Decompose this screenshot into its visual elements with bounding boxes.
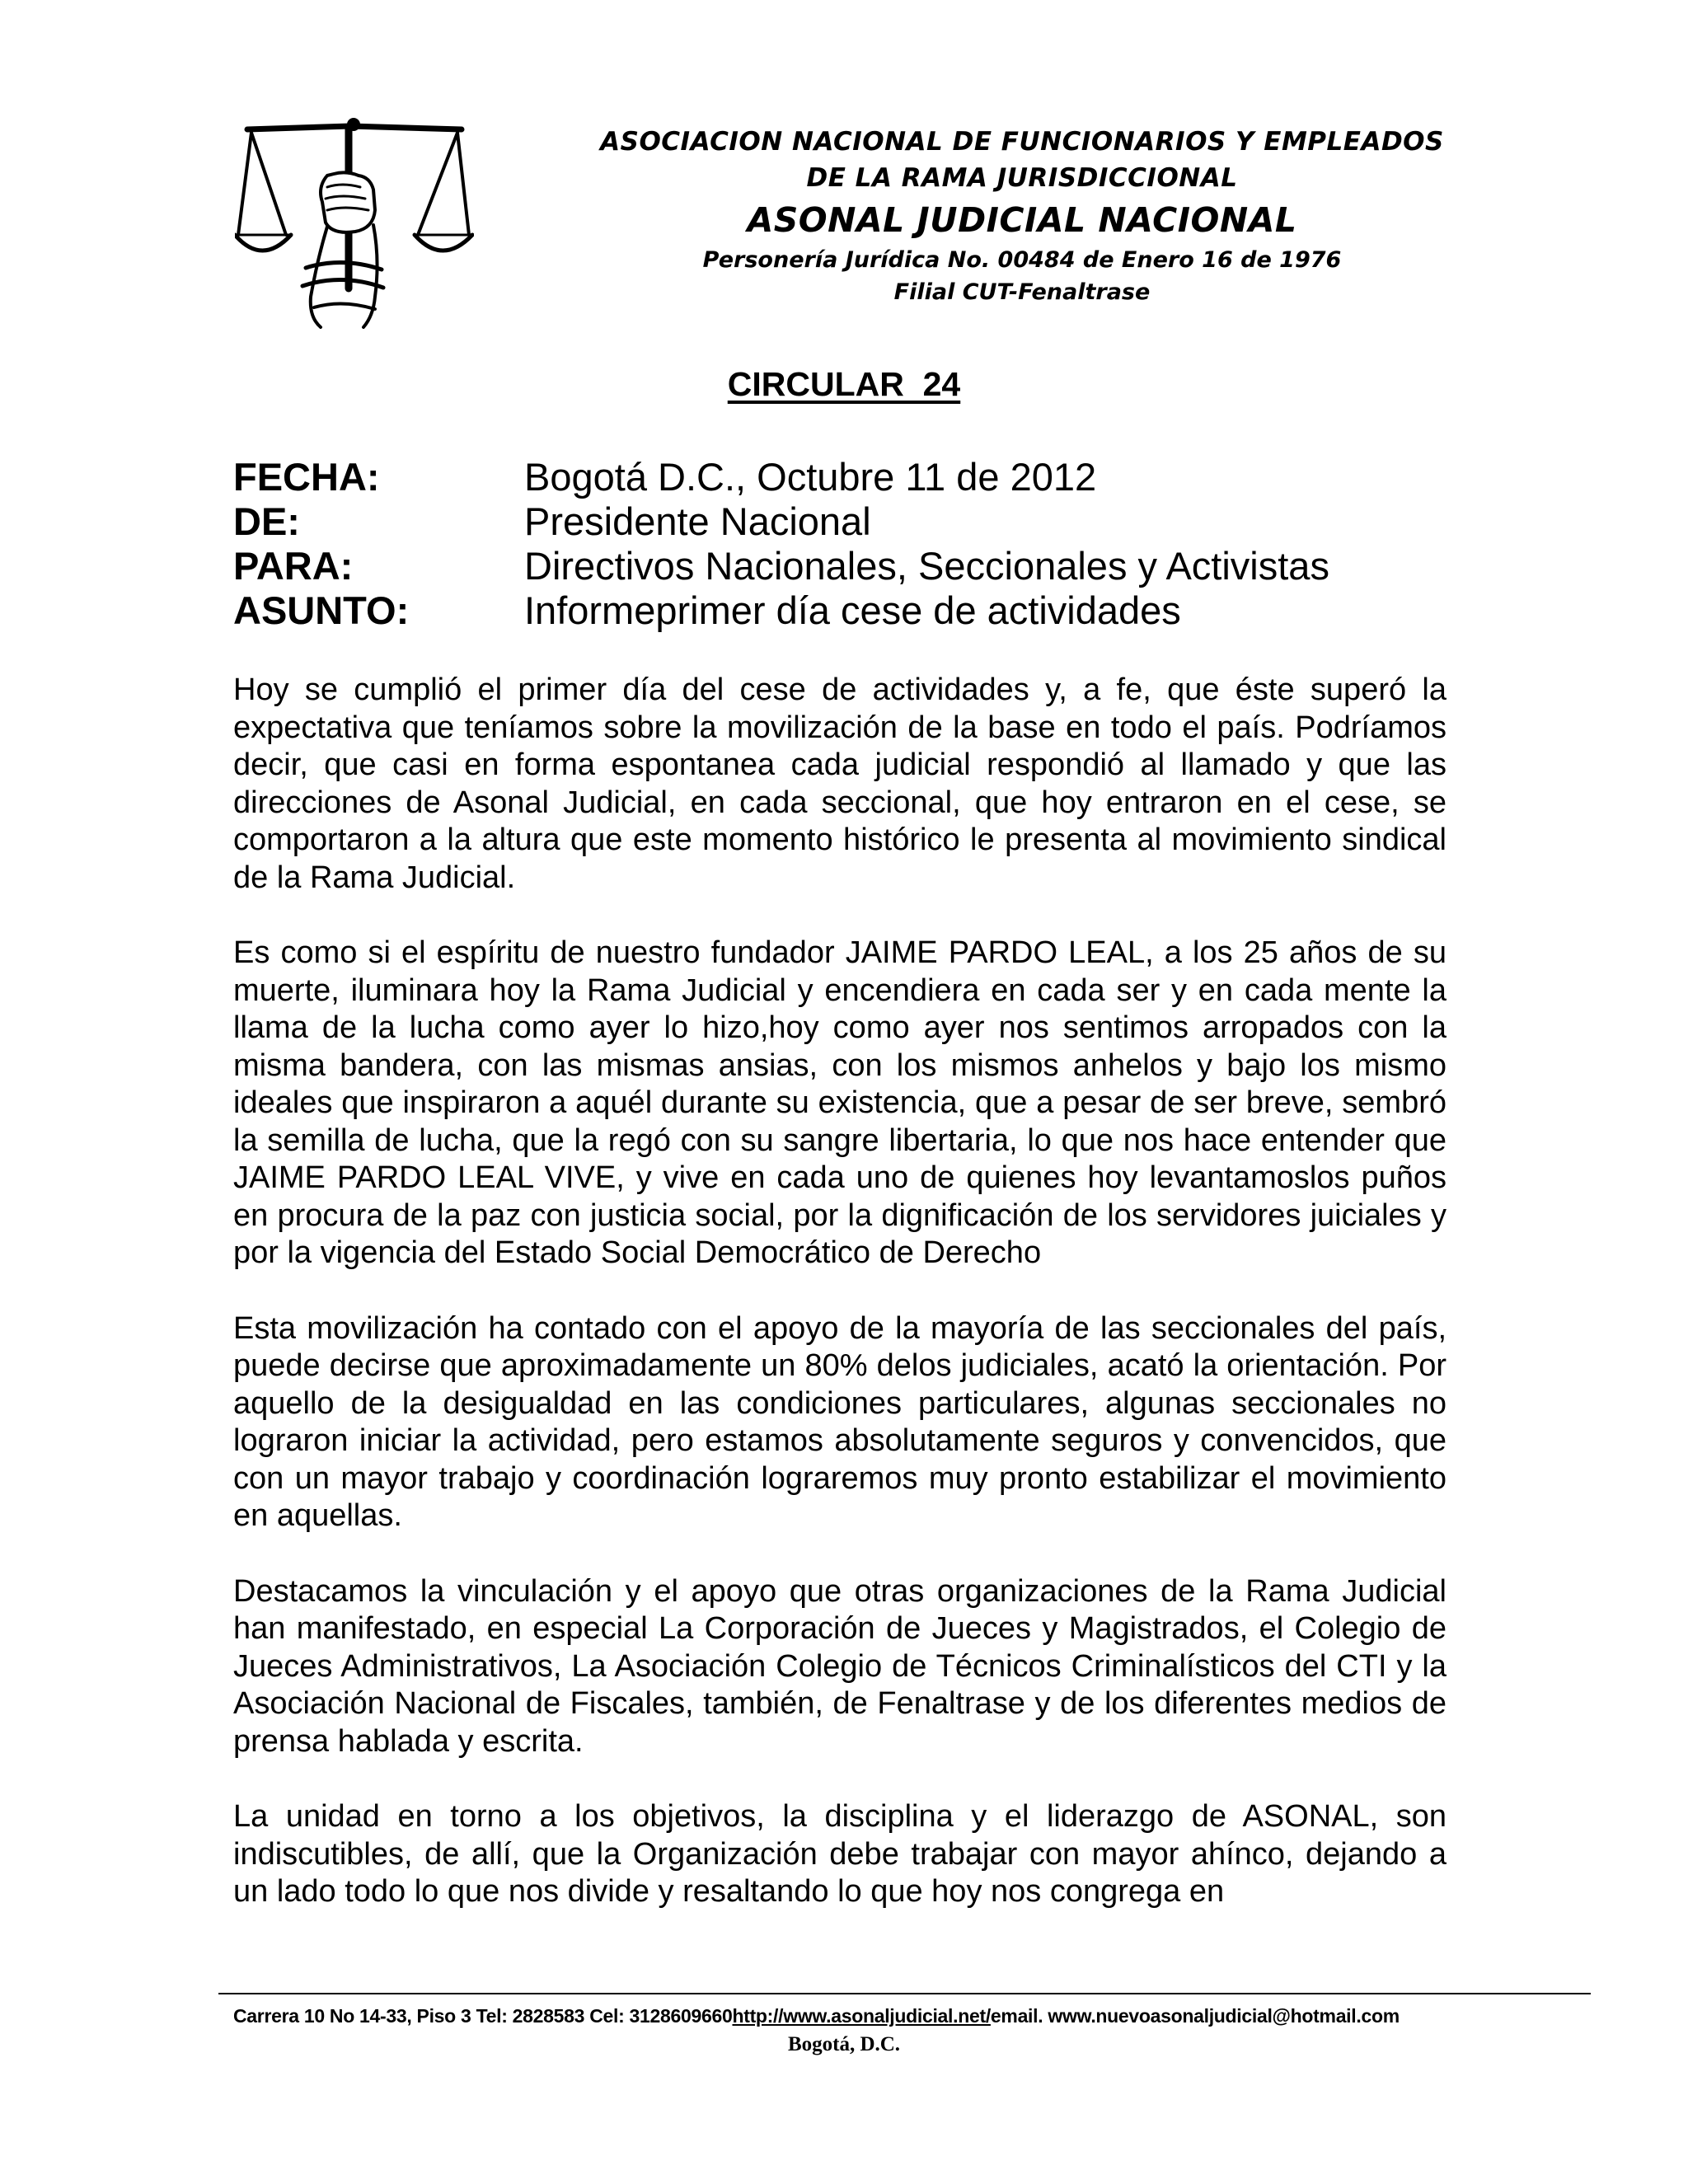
- body-paragraph: Hoy se cumplió el primer día del cese de actividades y, a fe, que éste superó la expectativa que teníamos sobre la movilización de la base en todo el país. Podríamos decir, que casi en forma espontanea cada judicial respondió al llamado y que las direcciones de Asonal Judicial, en cada seccional, que hoy entraron en el cese, se comportaron a la altura que este momento histórico le presenta al movimiento sindical de la Rama Judicial.: [233, 673, 1447, 895]
- meta-row-de: [233, 499, 1470, 544]
- meta-value: Presidente Nacional: [524, 499, 871, 543]
- footer-address: Carrera 10 No 14-33, Piso 3 Tel: 2828583 Cel: 3128609660: [233, 2005, 733, 2027]
- body-paragraph: Destacamos la vinculación y el apoyo que otras organizaciones de la Rama Judicial han manifestado, en especial La Corporación de Jueces y Magistrados, el Colegio de Jueces Administrativos, La Asociación Colegio de Técnicos Criminalísticos del CTI y la Asociación Nacional de Fiscales, también, de Fenaltrase y de los diferentes medios de prensa hablada y escrita.: [233, 1573, 1447, 1759]
- body-paragraph: Esta movilización ha contado con el apoyo de la mayoría de las seccionales del país, puede decirse que aproximadamente un 80% delos judiciales, acató la orientación. Por aquello de la desigualdad en las condiciones particulares, algunas seccionales no lograron iniciar la actividad, pero estamos absolutamente seguros y convencidos, que con un mayor trabajo y coordinación lograremos muy pronto estabilizar el movimiento en aquellas.: [233, 1310, 1447, 1533]
- affiliation: Filial CUT-Fenaltrase: [893, 279, 1151, 305]
- body-paragraph: Es como si el espíritu de nuestro fundador JAIME PARDO LEAL, a los 25 años de su muerte, iluminara hoy la Rama Judicial y encendiera en cada ser y en cada mente la llama de la lucha como ayer lo hizo,hoy como ayer nos sentimos arropados con la misma bandera, con las mismas ansias, con los mismos anhelos y bajo los mismo ideales que inspiraron a aquél durante su existencia, que a pesar de ser breve, sembró la semilla de lucha, que la regó con su sangre libertaria, lo que nos hace entender que JAIME PARDO LEAL VIVE, y vive en cada uno de quienes hoy levantamoslos puños en procura de la paz con justicia social, por la dignificación de los servidores juiciales y por la vigencia del Estado Social Democrático de Derecho: [233, 935, 1447, 1270]
- meta-value: Informeprimer día cese de actividades: [524, 588, 1181, 632]
- meta-value: Directivos Nacionales, Seccionales y Activistas: [524, 544, 1329, 588]
- letter-body: [233, 672, 1447, 1911]
- meta-value: Bogotá D.C., Octubre 11 de 2012: [524, 455, 1097, 499]
- meta-label: FECHA:: [233, 455, 380, 499]
- body-paragraph: La unidad en torno a los objetivos, la disciplina y el liderazgo de ASONAL, son indiscutibles, de allí, que la Organización debe trabajar con mayor ahínco, dejando a un lado todo lo que nos divide y resaltando lo que hoy nos congrega en: [233, 1799, 1447, 1909]
- legal-status: Personería Jurídica No. 00484 de Enero 16 de 1976: [702, 247, 1342, 273]
- footer-divider: [218, 1993, 1591, 1994]
- meta-row-para: [233, 544, 1470, 588]
- meta-row-asunto: [233, 588, 1470, 633]
- organization-name: ASONAL JUDICIAL NACIONAL: [747, 200, 1297, 240]
- meta-row-fecha: [233, 455, 1470, 499]
- footer-contact: [233, 2004, 1552, 2028]
- footer-city: Bogotá, D.C.: [787, 2033, 901, 2055]
- letterhead-line2: DE LA RAMA JURISDICCIONAL: [806, 163, 1238, 193]
- meta-label: PARA:: [233, 544, 354, 588]
- meta-label: DE:: [233, 499, 300, 543]
- scales-of-justice-icon: [235, 111, 474, 330]
- letterhead-line1: ASOCIACION NACIONAL DE FUNCIONARIOS Y EMPLEADOS: [600, 127, 1444, 157]
- website-link[interactable]: http://www.asonaljudicial.net/: [732, 2005, 991, 2027]
- meta-label: ASUNTO:: [233, 588, 410, 632]
- circular-title: CIRCULAR 24: [727, 365, 961, 403]
- footer-email: email. www.nuevoasonaljudicial@hotmail.com: [990, 2005, 1400, 2027]
- memo-header: [233, 455, 1470, 633]
- letterhead: [495, 124, 1550, 308]
